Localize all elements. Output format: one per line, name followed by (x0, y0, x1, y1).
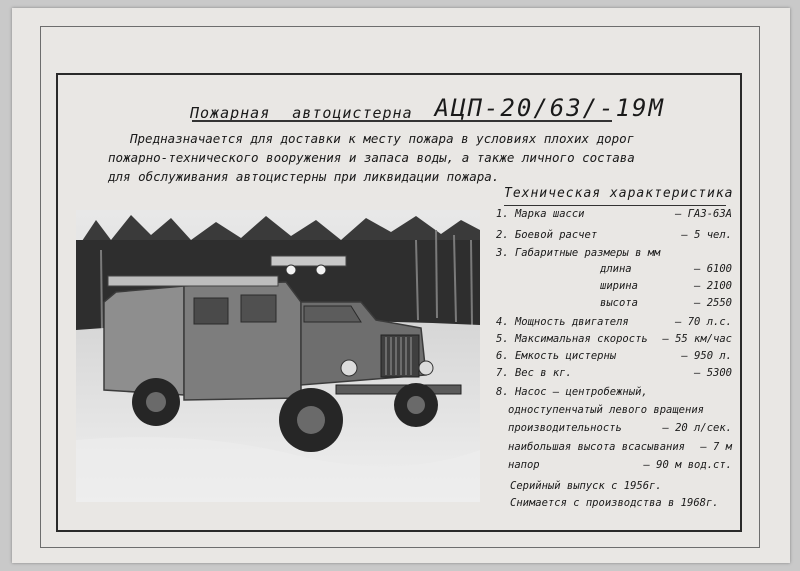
spec-row (496, 350, 732, 367)
spec-row (496, 367, 732, 384)
fire-truck-illustration (76, 210, 480, 502)
fire-truck-photo (76, 210, 480, 502)
spec-row (496, 263, 732, 280)
spec-label: напор (508, 459, 540, 471)
spec-row (496, 404, 732, 421)
spec-value: — 7 м (700, 441, 732, 453)
spec-label: одноступенчатый левого вращения (508, 404, 704, 416)
title-underline (192, 120, 612, 122)
spec-label: 3. Габаритные размеры в мм (496, 247, 661, 259)
spec-row (496, 208, 732, 225)
serial-production-note: Серийный выпуск с 1956г. (510, 480, 662, 492)
spec-label: ширина (600, 280, 638, 292)
spec-row (496, 386, 732, 403)
specs-title-underline (504, 205, 726, 206)
spec-value: — ГАЗ-63А (675, 208, 732, 220)
spec-row (496, 441, 732, 458)
title-word-1: Пожарная (190, 104, 271, 122)
spec-label: 5. Максимальная скорость (496, 333, 648, 345)
specs-title: Техническая характеристика (504, 186, 734, 201)
spec-label: 7. Вес в кг. (496, 367, 572, 379)
purpose-line: для обслуживания автоцистерны при ликвидации пожара. (108, 169, 500, 184)
spec-value: — 6100 (694, 263, 732, 275)
spec-label: 2. Боевой расчет (496, 229, 598, 241)
spec-label: производительность (508, 422, 622, 434)
spec-value: — 55 км/час (662, 333, 732, 345)
spec-value: — 20 л/сек. (662, 422, 732, 434)
production-end-note: Снимается с производства в 1968г. (510, 497, 719, 509)
spec-label: длина (600, 263, 632, 275)
spec-row (496, 297, 732, 314)
title-model: АЦП-20/63/-19М (434, 94, 665, 122)
spec-label: 8. Насос — центробежный, (496, 386, 648, 398)
spec-label: 4. Мощность двигателя (496, 316, 629, 328)
purpose-line: пожарно-технического вооружения и запаса воды, а также личного состава (108, 150, 635, 165)
spec-value: — 950 л. (681, 350, 732, 362)
spec-value: — 2100 (694, 280, 732, 292)
spec-label: наибольшая высота всасывания (508, 441, 686, 453)
document-title (190, 92, 665, 122)
spec-row (496, 280, 732, 297)
purpose-line: Предназначается для доставки к месту пожара в условиях плохих дорог (130, 131, 635, 146)
spec-row (496, 459, 732, 476)
spec-value: — 5300 (694, 367, 732, 379)
spec-value: — 90 м вод.ст. (643, 459, 732, 471)
spec-label: 6. Емкость цистерны (496, 350, 617, 362)
spec-label: 1. Марка шасси (496, 208, 585, 220)
spec-row (496, 229, 732, 246)
spec-value: — 70 л.с. (675, 316, 732, 328)
title-word-2: автоцистерна (292, 104, 413, 122)
purpose-text (108, 129, 708, 186)
spec-label: высота (600, 297, 638, 309)
spec-value: — 5 чел. (681, 229, 732, 241)
spec-row (496, 333, 732, 350)
spec-row (496, 247, 732, 264)
spec-value: — 2550 (694, 297, 732, 309)
spec-row (496, 316, 732, 333)
spec-row (496, 422, 732, 439)
